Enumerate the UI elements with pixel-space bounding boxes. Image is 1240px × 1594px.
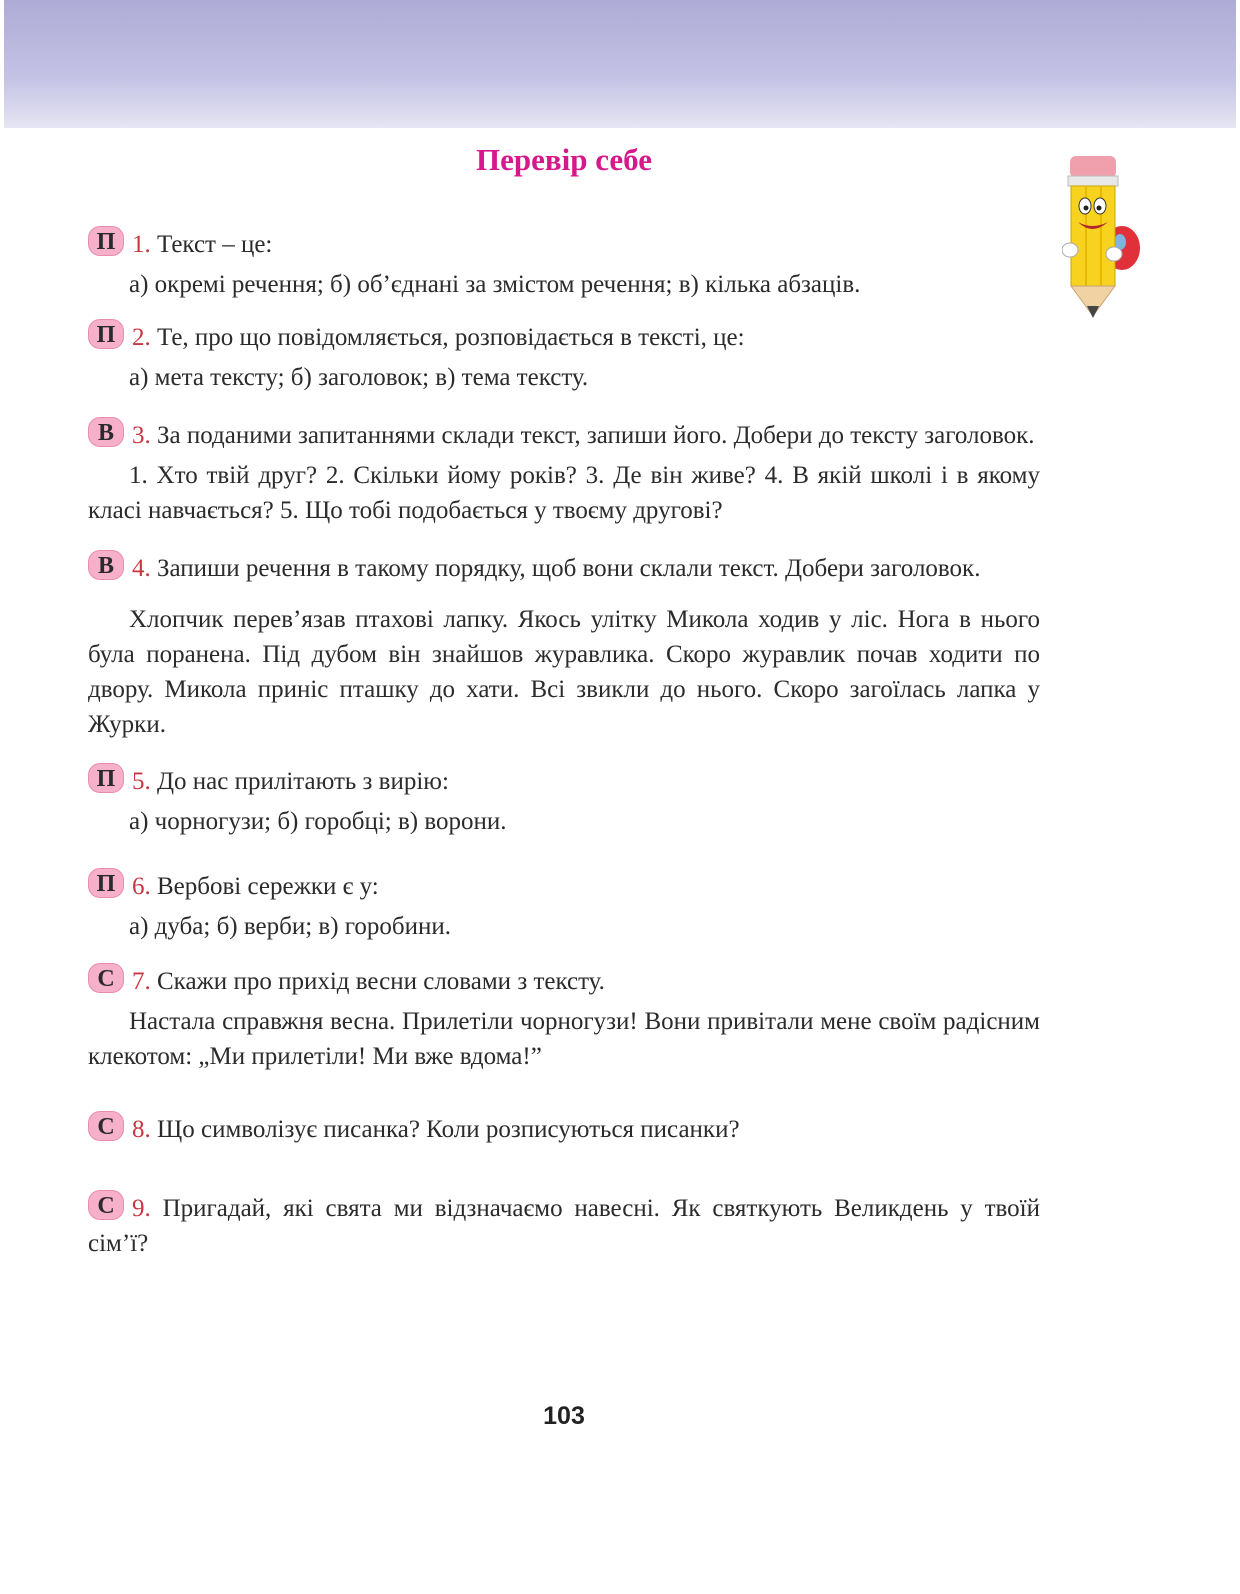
task-number: 8. (132, 1116, 151, 1143)
task-number: 9. (132, 1195, 151, 1222)
answer-options: а) окремі речення; б) об’єднані за змістом речення; в) кілька абзаців. (129, 271, 861, 298)
task-number: 7. (132, 968, 151, 995)
task-body: Настала справжня весна. Прилетіли чорногузи! Вони привітали мене своїм радісним клекотом: „Ми прилетіли! Ми вже вдома!” (88, 1008, 1040, 1070)
pencil-mascot-icon (1062, 150, 1140, 322)
level-badge: П (88, 868, 124, 898)
task-text: Пригадай, які свята ми відзначаємо навесні. Як святкують Великдень у твоїй сім’ї? (88, 1195, 1040, 1257)
level-badge: В (88, 417, 124, 447)
level-badge: С (88, 1111, 124, 1141)
level-badge: П (88, 763, 124, 793)
task-text: Що символізує писанка? Коли розписуються писанки? (157, 1116, 740, 1143)
task-6 (88, 868, 1040, 944)
task-2 (88, 319, 1040, 395)
answer-options: а) мета тексту; б) заголовок; в) тема тексту. (129, 364, 589, 391)
page-title: Перевір себе (476, 142, 652, 177)
task-text: Скажи про прихід весни словами з тексту. (157, 968, 605, 995)
task-text: Те, про що повідомляється, розповідається в тексті, це: (157, 324, 745, 351)
task-text: До нас прилітають з вирію: (157, 768, 449, 795)
task-text: Текст – це: (157, 231, 273, 258)
header-band (4, 0, 1236, 128)
answer-options: а) чорногузи; б) горобці; в) ворони. (129, 808, 507, 835)
task-number: 3. (132, 422, 151, 449)
answer-options: а) дуба; б) верби; в) горобини. (129, 913, 452, 940)
task-9 (88, 1190, 1040, 1261)
task-list (88, 226, 1040, 1261)
task-number: 5. (132, 768, 151, 795)
level-badge: П (88, 319, 124, 349)
level-badge: В (88, 550, 124, 580)
task-text: За поданими запитаннями склади текст, запиши його. Добери до тексту заголовок. (157, 422, 1035, 449)
task-number: 1. (132, 231, 151, 258)
page-number: 103 (543, 1402, 585, 1430)
task-body: 1. Хто твій друг? 2. Скільки йому років? 3. Де він живе? 4. В якій школі і в якому класі навчається? 5. Що тобі подобається у твоєму другові? (88, 462, 1040, 524)
task-3 (88, 417, 1040, 528)
task-1 (88, 226, 1040, 302)
level-badge: С (88, 963, 124, 993)
task-number: 6. (132, 873, 151, 900)
task-5 (88, 763, 1040, 839)
task-number: 4. (132, 555, 151, 582)
task-4 (88, 550, 1040, 742)
task-body: Хлопчик перев’язав птахові лапку. Якось улітку Микола ходив у ліс. Нога в нього була поранена. Під дубом він знайшов журавлика. Скоро журавлик почав ходити по двору. Микола приніс пташку до хати. Всі звикли до нього. Скоро загоїлась лапка у Журки. (88, 606, 1040, 738)
task-text: Запиши речення в такому порядку, щоб вони склали текст. Добери заголовок. (157, 555, 981, 582)
task-7 (88, 963, 1040, 1074)
task-number: 2. (132, 324, 151, 351)
level-badge: П (88, 226, 124, 256)
level-badge: С (88, 1190, 124, 1220)
task-text: Вербові сережки є у: (157, 873, 379, 900)
task-8 (88, 1111, 1040, 1147)
